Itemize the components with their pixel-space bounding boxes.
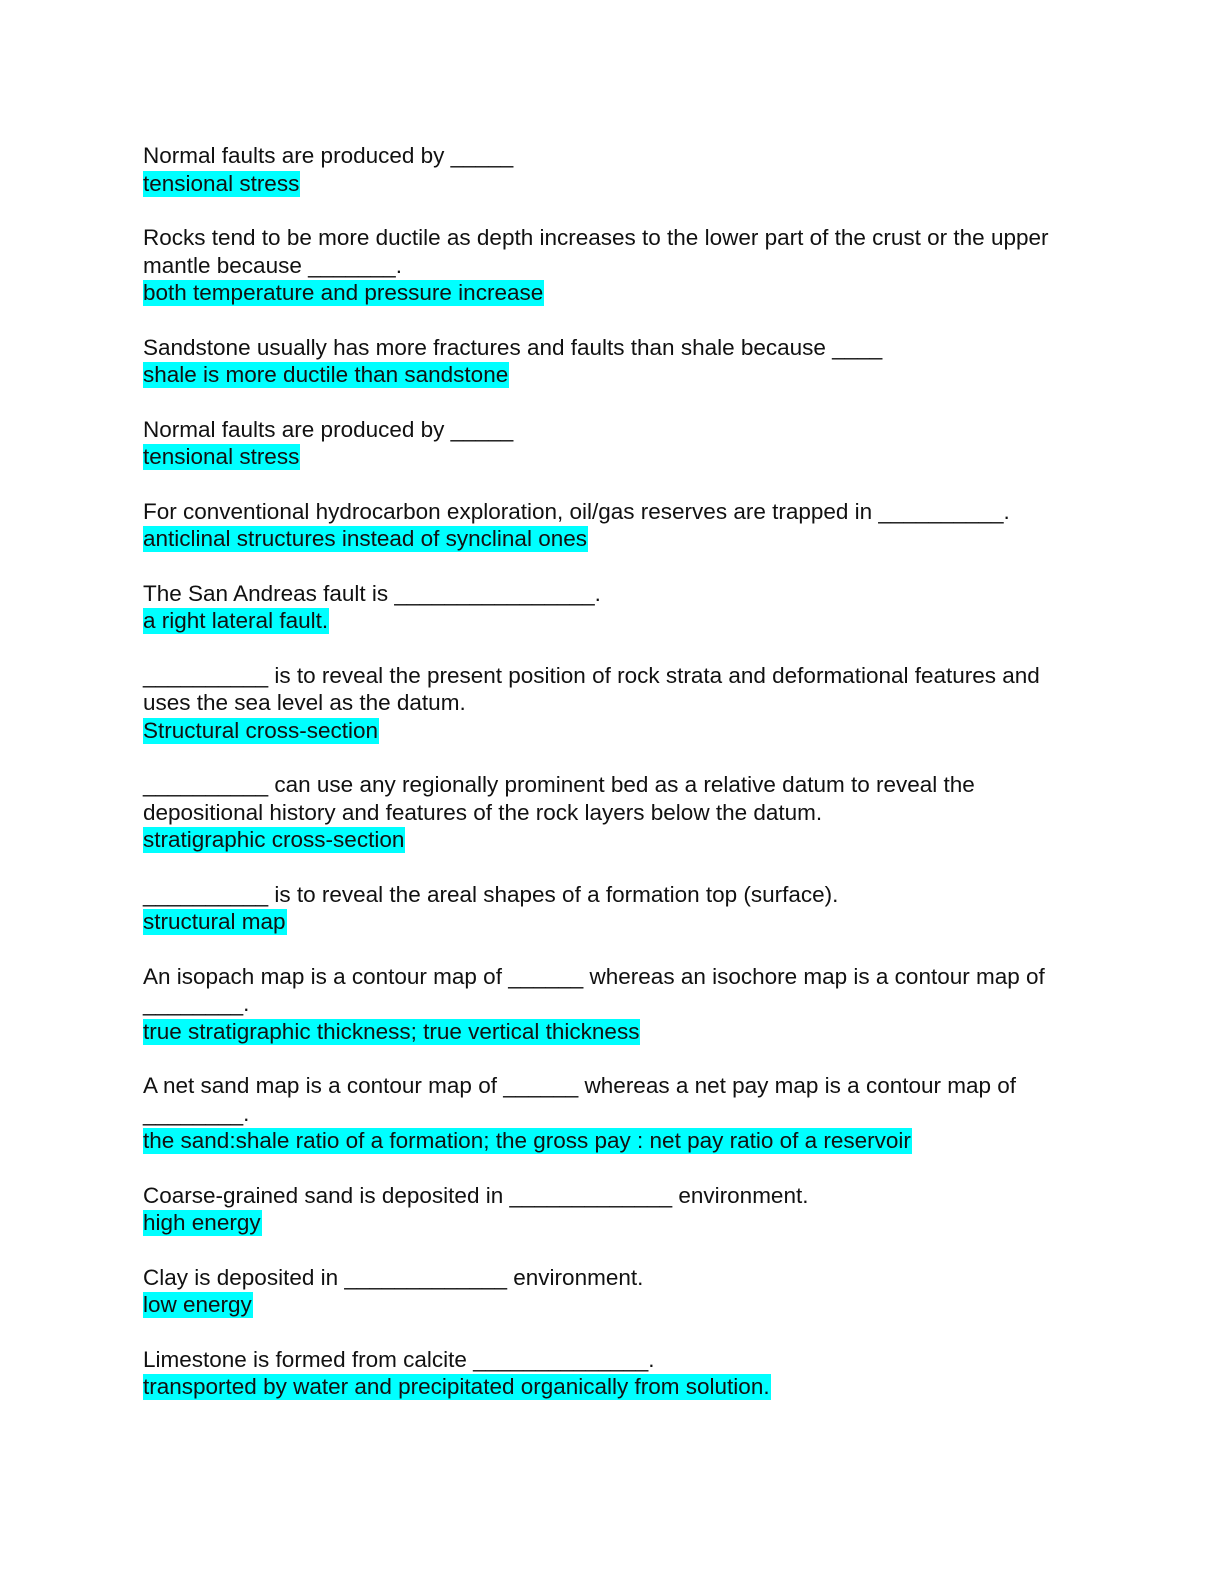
highlighted-answer: high energy — [143, 1210, 261, 1235]
highlighted-answer: transported by water and precipitated organically from solution. — [143, 1374, 770, 1399]
qa-item-6 — [143, 580, 1083, 635]
highlighted-answer: Structural cross-section — [143, 717, 379, 743]
highlighted-answer: low energy — [143, 1292, 252, 1317]
qa-item-14 — [143, 1346, 1083, 1401]
qa-item-3 — [143, 334, 1083, 389]
highlighted-answer: structural map — [143, 909, 286, 934]
question-text: A net sand map is a contour map of ______ whereas a net pay map is a contour map of ________. — [143, 1073, 1023, 1126]
qa-item-12 — [143, 1182, 1083, 1237]
highlighted-answer: tensional stress — [143, 444, 300, 469]
qa-item-11 — [143, 1072, 1083, 1155]
question-text: The San Andreas fault is ________________. — [143, 580, 601, 606]
highlighted-answer: the sand:shale ratio of a formation; the gross pay : net pay ratio of a reservoir — [143, 1128, 911, 1153]
question-text: Normal faults are produced by _____ — [143, 143, 514, 168]
question-text: Limestone is formed from calcite ______________. — [143, 1346, 655, 1372]
qa-item-4 — [143, 416, 1083, 471]
highlighted-answer: anticlinal structures instead of synclinal ones — [143, 526, 587, 551]
question-text: Coarse-grained sand is deposited in _____________ environment. — [143, 1182, 809, 1208]
highlighted-answer: tensional stress — [143, 170, 300, 196]
qa-item-5 — [143, 498, 1083, 553]
highlighted-answer: a right lateral fault. — [143, 608, 329, 633]
question-text: Sandstone usually has more fractures and faults than shale because ____ — [143, 334, 883, 360]
question-text: Normal faults are produced by _____ — [143, 416, 514, 442]
highlighted-answer: true stratigraphic thickness; true vertical thickness — [143, 1018, 640, 1044]
question-text: Rocks tend to be more ductile as depth increases to the lower part of the crust or the upper mantle because _______. — [143, 225, 1055, 278]
question-text: For conventional hydrocarbon exploration, oil/gas reserves are trapped in __________. — [143, 498, 1010, 524]
qa-item-10 — [143, 963, 1083, 1046]
qa-item-7 — [143, 662, 1083, 745]
qa-item-2 — [143, 224, 1083, 307]
qa-item-9 — [143, 881, 1083, 936]
highlighted-answer: both temperature and pressure increase — [143, 280, 544, 305]
question-text: Clay is deposited in _____________ environment. — [143, 1264, 644, 1290]
qa-item-1 — [143, 142, 1083, 197]
question-text: __________ is to reveal the present position of rock strata and deformational features and uses the sea level as the datum. — [143, 662, 1047, 715]
document-page — [143, 142, 1083, 1428]
question-text: __________ can use any regionally prominent bed as a relative datum to reveal the depositional history and features of the rock layers below the datum. — [143, 772, 982, 825]
question-text: An isopach map is a contour map of ______ whereas an isochore map is a contour map of ________. — [143, 963, 1052, 1016]
qa-item-8 — [143, 771, 1083, 854]
qa-item-13 — [143, 1264, 1083, 1319]
highlighted-answer: stratigraphic cross-section — [143, 827, 405, 852]
question-text: __________ is to reveal the areal shapes of a formation top (surface). — [143, 881, 839, 907]
highlighted-answer: shale is more ductile than sandstone — [143, 362, 509, 387]
